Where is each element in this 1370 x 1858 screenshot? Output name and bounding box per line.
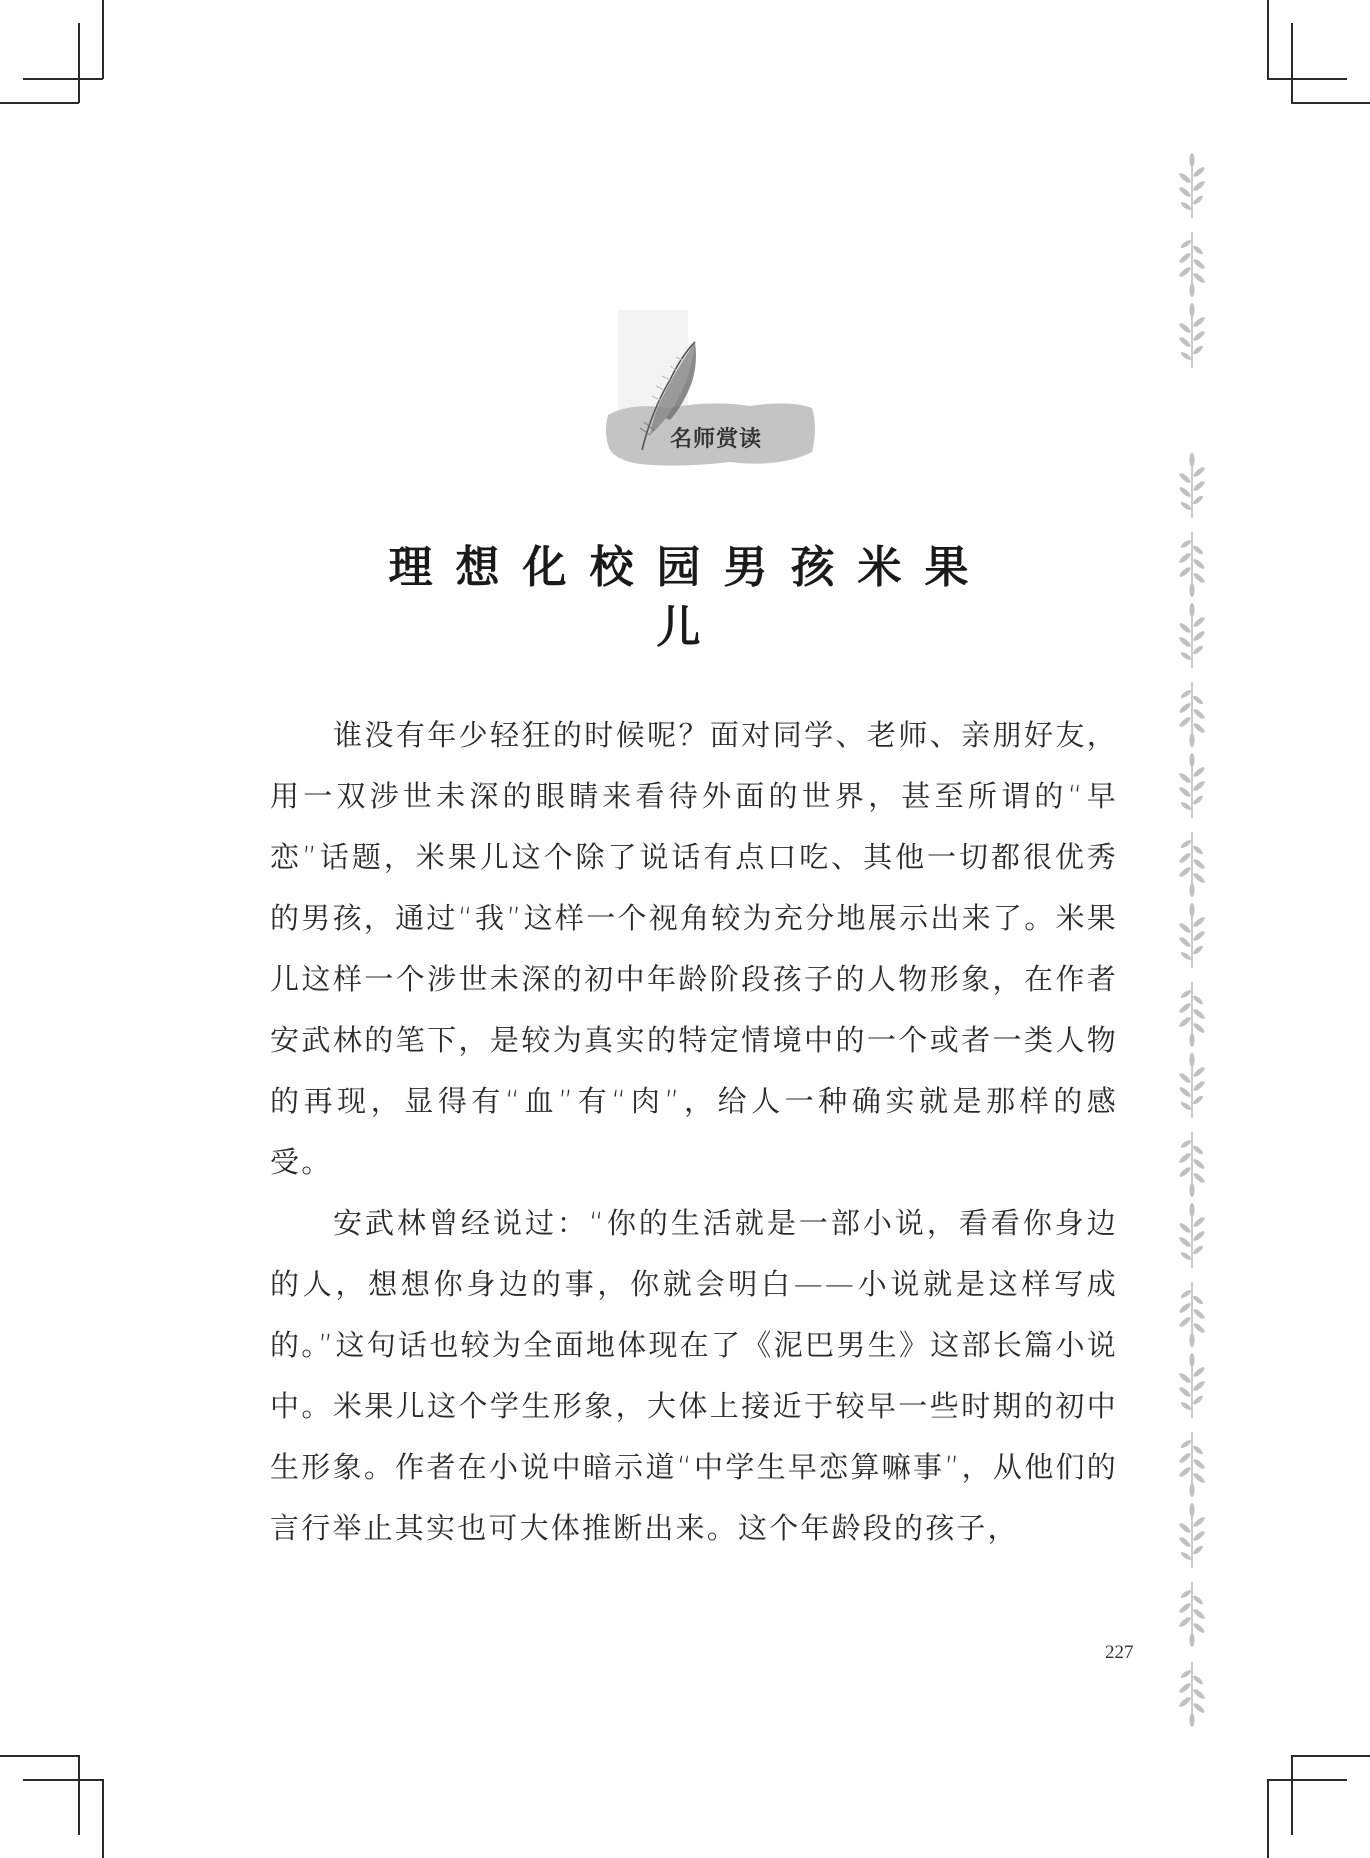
crop-mark [1291,1755,1370,1757]
crop-mark [23,78,103,80]
leaf-vine-icon [1170,150,1215,1730]
badge-label: 名师赏读 [670,426,763,452]
paragraph: 安武林曾经说过：“你的生活就是一部小说，看看你身边的人，想想你身边的事，你就会明白——小说就是这样写成的。”这句话也较为全面地体现在了《泥巴男生》这部长篇小说中。米果儿这个学生形象，大体上接近于较早一些时期的初中生形象。作者在小说中暗示道“中学生早恋算嘛事”，从他们的言行举止其实也可大体推断出来。这个年龄段的孩子， [270,1206,1118,1545]
crop-mark [0,1755,79,1757]
article-body [270,705,1118,1559]
crop-mark [102,1779,104,1858]
crop-mark [1267,1779,1347,1781]
crop-mark [78,23,80,103]
crop-mark [1291,102,1370,104]
crop-mark [1291,1755,1293,1835]
paragraph: 谁没有年少轻狂的时候呢？面对同学、老师、亲朋好友，用一双涉世未深的眼睛来看待外面的世界，甚至所谓的“早恋”话题，米果儿这个除了说话有点口吃、其他一切都很优秀的男孩，通过“我”这样一个视角较为充分地展示出来了。米果儿这样一个涉世未深的初中年龄阶段孩子的人物形象，在作者安武林的笔下，是较为真实的特定情境中的一个或者一类人物的再现，显得有“血”有“肉”，给人一种确实就是那样的感受。 [270,718,1118,1179]
page-number: 227 [1105,1642,1134,1663]
crop-mark [1267,0,1269,79]
crop-mark [1291,23,1293,103]
article-title: 理想化校园男孩米果儿 [388,542,992,653]
crop-mark [0,102,79,104]
crop-mark [1267,78,1347,80]
section-badge [600,300,820,475]
crop-mark [23,1779,103,1781]
crop-mark [102,0,104,79]
crop-mark [1267,1779,1269,1858]
crop-mark [78,1755,80,1835]
